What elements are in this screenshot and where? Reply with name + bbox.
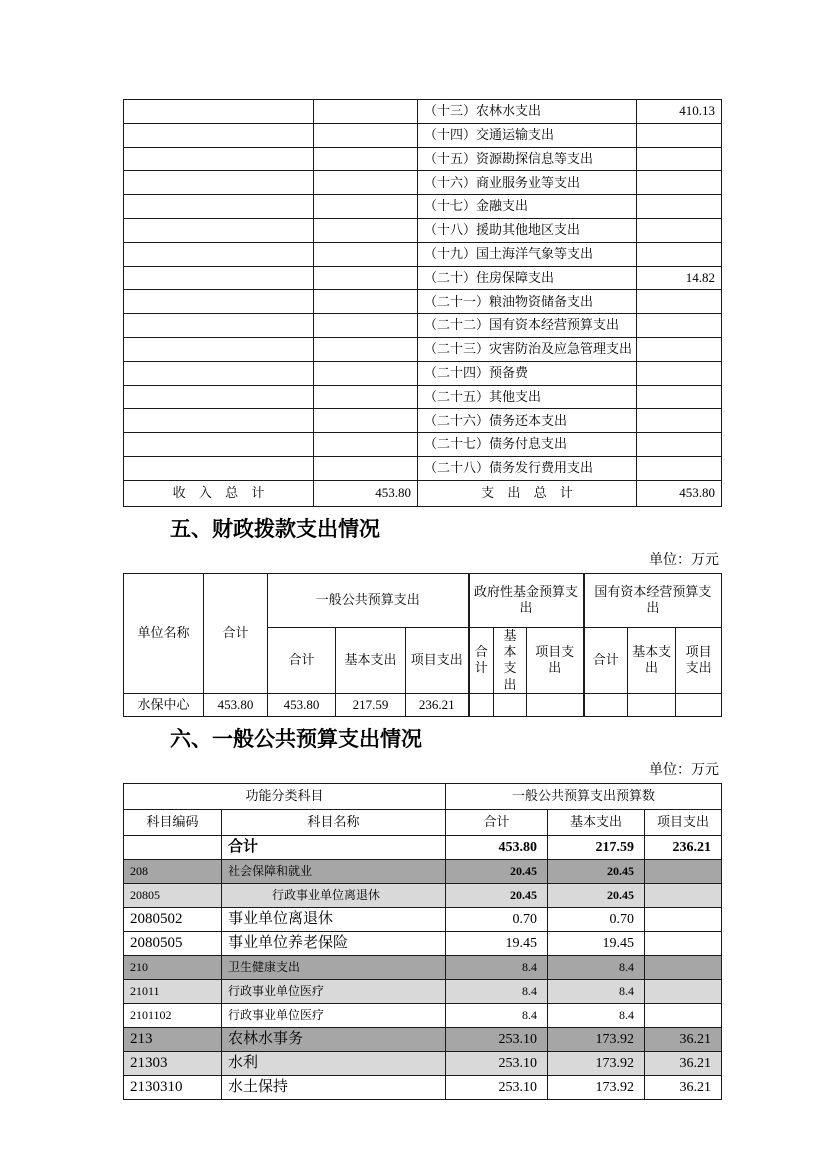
sub-header: 合计 <box>584 627 628 693</box>
table-row <box>124 433 722 457</box>
expenditure-value: 14.82 <box>637 266 722 290</box>
expenditure-label: （二十）住房保障支出 <box>418 266 637 290</box>
table-row-21011 <box>124 979 722 1003</box>
expenditure-value <box>637 147 722 171</box>
project-value <box>645 955 722 979</box>
expenditure-label: （二十七）债务付息支出 <box>418 433 637 457</box>
value-cell <box>494 693 527 716</box>
table-row <box>124 195 722 219</box>
value-cell <box>584 693 628 716</box>
sub-header: 基本支出 <box>494 627 527 693</box>
expenditure-value <box>637 385 722 409</box>
col-header-unit-name: 单位名称 <box>124 573 204 693</box>
table-row <box>124 409 722 433</box>
expenditure-value <box>637 361 722 385</box>
income-total-label: 收 入 总 计 <box>124 480 314 506</box>
subject-code <box>124 835 222 859</box>
expenditure-label: （二十一）粮油物资储备支出 <box>418 290 637 314</box>
expenditure-value <box>637 242 722 266</box>
empty-cell <box>314 195 418 219</box>
empty-cell <box>124 409 314 433</box>
expenditure-label: （十五）资源勘探信息等支出 <box>418 147 637 171</box>
unit-name-cell: 水保中心 <box>124 693 204 716</box>
basic-value: 173.92 <box>548 1075 645 1099</box>
empty-cell <box>314 123 418 147</box>
empty-cell <box>314 456 418 480</box>
empty-cell <box>314 337 418 361</box>
table-row <box>124 361 722 385</box>
empty-cell <box>314 433 418 457</box>
table-row-2080505 <box>124 931 722 955</box>
table-row <box>124 218 722 242</box>
expenditure-value <box>637 123 722 147</box>
expense-total-label: 支 出 总 计 <box>418 480 637 506</box>
col-header-subject-code: 科目编码 <box>124 809 222 835</box>
expenditure-label: （十四）交通运输支出 <box>418 123 637 147</box>
subject-name: 事业单位离退休 <box>222 907 446 931</box>
value-cell <box>469 693 494 716</box>
empty-cell <box>314 290 418 314</box>
col-header-total: 合计 <box>204 573 268 693</box>
expenditure-value <box>637 456 722 480</box>
project-value <box>645 859 722 883</box>
group-header-state-capital-budget: 国有资本经营预算支出 <box>584 573 722 627</box>
sub-header: 基本支出 <box>336 627 406 693</box>
group-header-row <box>124 783 722 809</box>
value-cell: 453.80 <box>204 693 268 716</box>
basic-value: 217.59 <box>548 835 645 859</box>
total-value: 253.10 <box>446 1075 548 1099</box>
table-row-2080502 <box>124 907 722 931</box>
subject-name: 行政事业单位医疗 <box>222 1003 446 1027</box>
project-value <box>645 883 722 907</box>
group-header-government-fund-budget: 政府性基金预算支出 <box>469 573 584 627</box>
expenditure-value <box>637 218 722 242</box>
empty-cell <box>124 100 314 124</box>
subject-name: 水利 <box>222 1051 446 1075</box>
basic-value: 19.45 <box>548 931 645 955</box>
table-row-213 <box>124 1027 722 1051</box>
total-value: 253.10 <box>446 1051 548 1075</box>
group-header-row <box>124 573 722 627</box>
total-value: 453.80 <box>446 835 548 859</box>
col-header-project-expenditure: 项目支出 <box>645 809 722 835</box>
subject-code: 2130310 <box>124 1075 222 1099</box>
sub-header: 基本支出 <box>628 627 676 693</box>
empty-cell <box>314 266 418 290</box>
empty-cell <box>124 314 314 338</box>
table-row-2101102 <box>124 1003 722 1027</box>
sub-header: 项目支出 <box>527 627 584 693</box>
project-value: 36.21 <box>645 1051 722 1075</box>
total-value: 19.45 <box>446 931 548 955</box>
total-value: 0.70 <box>446 907 548 931</box>
table-row <box>124 314 722 338</box>
project-value <box>645 907 722 931</box>
section6-unit-label: 单位：万元 <box>649 762 719 778</box>
expenditure-label: （二十三）灾害防治及应急管理支出 <box>418 337 637 361</box>
empty-cell <box>314 171 418 195</box>
subject-code: 20805 <box>124 883 222 907</box>
income-expenditure-summary-table <box>123 99 722 507</box>
subject-name: 农林水事务 <box>222 1027 446 1051</box>
empty-cell <box>314 409 418 433</box>
empty-cell <box>124 266 314 290</box>
expenditure-label: （十九）国土海洋气象等支出 <box>418 242 637 266</box>
table-row <box>124 100 722 124</box>
col-header-subject-name: 科目名称 <box>222 809 446 835</box>
subject-code: 213 <box>124 1027 222 1051</box>
subject-code: 210 <box>124 955 222 979</box>
table-row <box>124 171 722 195</box>
expenditure-label: （十八）援助其他地区支出 <box>418 218 637 242</box>
subject-name: 合计 <box>222 835 446 859</box>
col-header-basic-expenditure: 基本支出 <box>548 809 645 835</box>
expenditure-label: （二十六）债务还本支出 <box>418 409 637 433</box>
sub-header: 项目支出 <box>676 627 722 693</box>
expenditure-value <box>637 171 722 195</box>
empty-cell <box>124 361 314 385</box>
section5-title: 五、财政拨款支出情况 <box>170 517 380 541</box>
value-cell <box>628 693 676 716</box>
expenditure-value <box>637 433 722 457</box>
section6-title: 六、一般公共预算支出情况 <box>170 727 422 751</box>
empty-cell <box>124 147 314 171</box>
subject-code: 2080505 <box>124 931 222 955</box>
table-row-2130310 <box>124 1075 722 1099</box>
total-value: 20.45 <box>446 883 548 907</box>
subject-name: 行政事业单位医疗 <box>222 979 446 1003</box>
col-header-total: 合计 <box>446 809 548 835</box>
value-cell <box>527 693 584 716</box>
empty-cell <box>124 171 314 195</box>
table-row-210 <box>124 955 722 979</box>
sub-header: 项目支出 <box>406 627 469 693</box>
value-cell: 217.59 <box>336 693 406 716</box>
expenditure-label: （二十四）预备费 <box>418 361 637 385</box>
subject-name: 行政事业单位离退休 <box>222 883 446 907</box>
project-value <box>645 931 722 955</box>
data-row-shuibao-center <box>124 693 722 716</box>
empty-cell <box>314 147 418 171</box>
group-header-budget-numbers: 一般公共预算支出预算数 <box>446 783 722 809</box>
subject-name: 社会保障和就业 <box>222 859 446 883</box>
subject-code: 21303 <box>124 1051 222 1075</box>
basic-value: 8.4 <box>548 1003 645 1027</box>
empty-cell <box>124 433 314 457</box>
table-row <box>124 123 722 147</box>
subject-name: 卫生健康支出 <box>222 955 446 979</box>
empty-cell <box>314 314 418 338</box>
subject-code: 2101102 <box>124 1003 222 1027</box>
project-value <box>645 1003 722 1027</box>
subject-code: 2080502 <box>124 907 222 931</box>
expenditure-value <box>637 195 722 219</box>
subject-name: 水土保持 <box>222 1075 446 1099</box>
sub-header: 合计 <box>268 627 336 693</box>
expenditure-value <box>637 290 722 314</box>
total-value: 253.10 <box>446 1027 548 1051</box>
total-value: 20.45 <box>446 859 548 883</box>
table-row <box>124 337 722 361</box>
empty-cell <box>124 337 314 361</box>
table-row-208 <box>124 859 722 883</box>
empty-cell <box>124 290 314 314</box>
expenditure-label: （二十八）债务发行费用支出 <box>418 456 637 480</box>
empty-cell <box>124 385 314 409</box>
project-value: 36.21 <box>645 1027 722 1051</box>
expenditure-value: 410.13 <box>637 100 722 124</box>
subject-code: 21011 <box>124 979 222 1003</box>
project-value: 36.21 <box>645 1075 722 1099</box>
value-cell: 236.21 <box>406 693 469 716</box>
page-content <box>123 0 721 1100</box>
table-row <box>124 385 722 409</box>
empty-cell <box>314 218 418 242</box>
group-header-function-classification: 功能分类科目 <box>124 783 446 809</box>
basic-value: 0.70 <box>548 907 645 931</box>
basic-value: 8.4 <box>548 955 645 979</box>
basic-value: 173.92 <box>548 1051 645 1075</box>
value-cell <box>676 693 722 716</box>
empty-cell <box>124 123 314 147</box>
expenditure-label: （二十二）国有资本经营预算支出 <box>418 314 637 338</box>
expenditure-label: （十三）农林水支出 <box>418 100 637 124</box>
income-total-value: 453.80 <box>314 480 418 506</box>
table-row <box>124 290 722 314</box>
table-row <box>124 266 722 290</box>
general-public-budget-expenditure-table <box>123 783 722 1100</box>
expenditure-value <box>637 409 722 433</box>
empty-cell <box>314 385 418 409</box>
basic-value: 20.45 <box>548 859 645 883</box>
empty-cell <box>124 218 314 242</box>
empty-cell <box>314 361 418 385</box>
fiscal-allocation-expenditure-table <box>123 573 722 717</box>
table-row <box>124 456 722 480</box>
empty-cell <box>314 242 418 266</box>
expenditure-value <box>637 337 722 361</box>
table-row-total <box>124 835 722 859</box>
group-header-general-public-budget: 一般公共预算支出 <box>268 573 469 627</box>
project-value: 236.21 <box>645 835 722 859</box>
empty-cell <box>124 456 314 480</box>
sub-header: 合计 <box>469 627 494 693</box>
total-value: 8.4 <box>446 979 548 1003</box>
totals-row <box>124 480 722 506</box>
subject-name: 事业单位养老保险 <box>222 931 446 955</box>
total-value: 8.4 <box>446 955 548 979</box>
basic-value: 20.45 <box>548 883 645 907</box>
expense-total-value: 453.80 <box>637 480 722 506</box>
total-value: 8.4 <box>446 1003 548 1027</box>
expenditure-value <box>637 314 722 338</box>
table-row <box>124 242 722 266</box>
expenditure-label: （十六）商业服务业等支出 <box>418 171 637 195</box>
table-row-21303 <box>124 1051 722 1075</box>
table-row-20805 <box>124 883 722 907</box>
expenditure-label: （十七）金融支出 <box>418 195 637 219</box>
empty-cell <box>314 100 418 124</box>
value-cell: 453.80 <box>268 693 336 716</box>
table-row <box>124 147 722 171</box>
empty-cell <box>124 242 314 266</box>
expenditure-label: （二十五）其他支出 <box>418 385 637 409</box>
basic-value: 8.4 <box>548 979 645 1003</box>
section5-unit-label: 单位：万元 <box>649 552 719 568</box>
column-header-row <box>124 809 722 835</box>
project-value <box>645 979 722 1003</box>
basic-value: 173.92 <box>548 1027 645 1051</box>
subject-code: 208 <box>124 859 222 883</box>
empty-cell <box>124 195 314 219</box>
